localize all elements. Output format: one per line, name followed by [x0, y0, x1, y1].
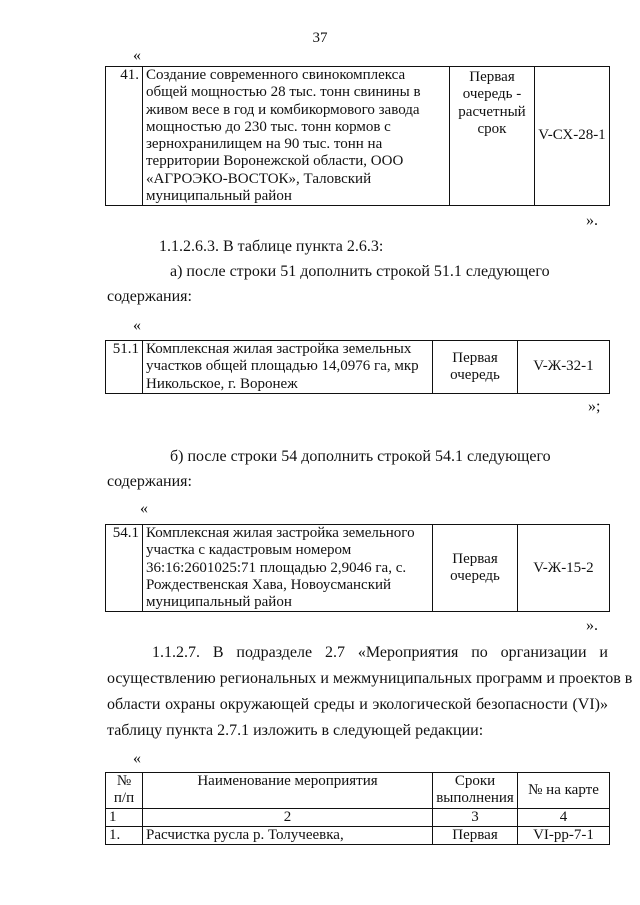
row-term: Первая очередь: [433, 525, 518, 612]
row-name: Создание современного свинокомплекса общей мощностью 28 тыс. тонн свинины в живом весе в год и комбикормового завода мощностью до 230 тыс. тонн кормов с зернохранилищем на 90 тыс. тонн на территории Воронежской области, ООО «АГРОЭКО-ВОСТОК», Таловский муниципальный район: [143, 67, 450, 206]
table-index-row: [106, 808, 610, 826]
row-map-code: V-СХ-28-1: [535, 67, 610, 206]
table-row: [106, 826, 610, 844]
row-map-code: V-Ж-15-2: [518, 525, 610, 612]
table-row-54-1: [105, 524, 610, 612]
header-term: Сроки выполнения: [433, 773, 518, 809]
header-number: № п/п: [106, 773, 143, 809]
paragraph-a-line1: а) после строки 51 дополнить строкой 51.1 следующего: [170, 263, 550, 280]
header-name: Наименование мероприятия: [143, 773, 433, 809]
index-cell: 1: [106, 808, 143, 826]
row-name: Комплексная жилая застройка земельных участков общей площадью 14,0976 га, мкр Никольское, г. Воронеж: [143, 341, 433, 394]
paragraph-1-1-2-7-line3: области охраны окружающей среды и экологической безопасности (VI)»: [107, 696, 608, 713]
table-row-41: [105, 66, 610, 206]
row-term: Первая очередь - расчетный срок: [450, 67, 535, 206]
paragraph-1-1-2-7-line1: 1.1.2.7. В подразделе 2.7 «Мероприятия по организации и: [152, 644, 608, 661]
opening-quote: «: [133, 47, 141, 64]
closing-quote: ».: [586, 212, 598, 229]
table-header-row: [106, 773, 610, 809]
index-cell: 2: [143, 808, 433, 826]
row-number: 54.1: [106, 525, 143, 612]
row-number: 41.: [106, 67, 143, 206]
row-name: Расчистка русла р. Толучеевка,: [143, 826, 433, 844]
paragraph-1-1-2-7-line2: осуществлению региональных и межмуниципальных программ и проектов в: [107, 670, 633, 687]
row-number: 51.1: [106, 341, 143, 394]
paragraph-b-line1: б) после строки 54 дополнить строкой 54.1 следующего: [170, 448, 551, 465]
opening-quote: «: [133, 750, 141, 767]
index-cell: 4: [518, 808, 610, 826]
closing-quote: ».: [586, 617, 598, 634]
table-row-51-1: [105, 340, 610, 394]
row-map-code: VI-рр-7-1: [518, 826, 610, 844]
row-number: 1.: [106, 826, 143, 844]
paragraph-1-1-2-7-line4: таблицу пункта 2.7.1 изложить в следующей редакции:: [107, 722, 484, 739]
row-name: Комплексная жилая застройка земельного участка с кадастровым номером 36:16:2601025:71 площадью 2,9046 га, с. Рождественская Хава, Новоусманский муниципальный район: [143, 525, 433, 612]
paragraph-1-1-2-6-3: 1.1.2.6.3. В таблице пункта 2.6.3:: [159, 238, 384, 255]
opening-quote: «: [133, 317, 141, 334]
opening-quote: «: [140, 500, 148, 517]
page-number: 37: [312, 30, 328, 46]
row-term: Первая: [433, 826, 518, 844]
measures-table: [105, 772, 610, 845]
index-cell: 3: [433, 808, 518, 826]
header-map-code: № на карте: [518, 773, 610, 809]
row-map-code: V-Ж-32-1: [518, 341, 610, 394]
paragraph-b-line2: содержания:: [107, 473, 192, 490]
row-term: Первая очередь: [433, 341, 518, 394]
closing-quote: »;: [588, 398, 601, 415]
paragraph-a-line2: содержания:: [107, 288, 192, 305]
